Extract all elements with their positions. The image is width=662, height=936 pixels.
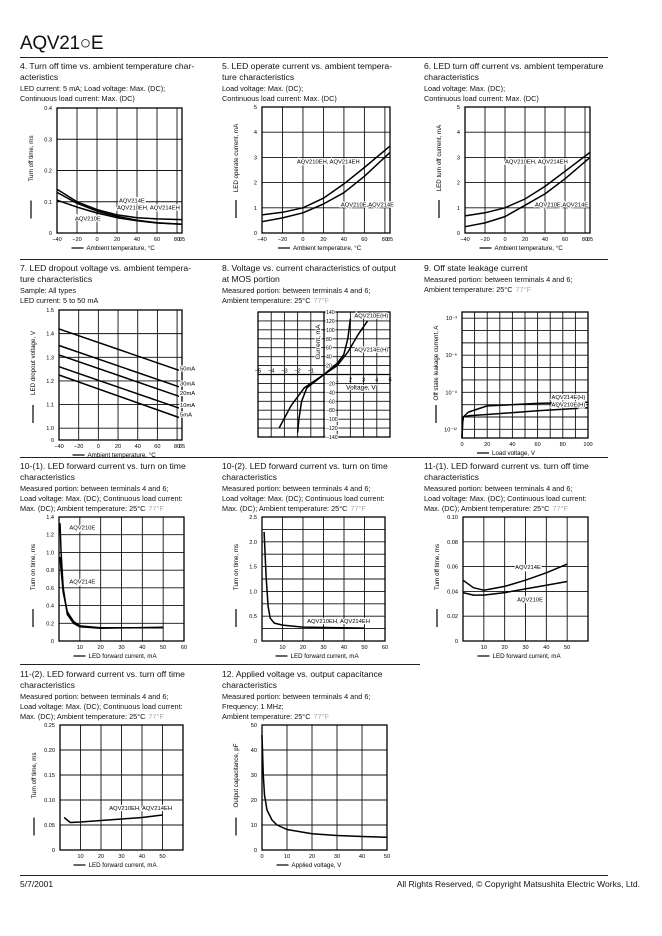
series-label: AQV214E [119, 198, 145, 205]
fahrenheit-note: 77°F [552, 504, 568, 514]
chart-10 [233, 723, 390, 869]
y-tick-label: 0.1 [44, 199, 52, 206]
y-tick-label: 0.3 [44, 137, 52, 144]
y-axis-title: LED turn off current, mA [436, 124, 443, 192]
chart-3 [30, 308, 195, 459]
x-tick-label: 50 [160, 645, 167, 651]
chart-title: characteristics [222, 472, 277, 482]
x-tick-label: 50 [564, 645, 571, 651]
x-tick-label: 20 [97, 645, 104, 651]
y-axis-title: Off state leakage current, A [433, 325, 440, 401]
x-tick-label: 50 [159, 854, 166, 860]
chart-title: 8. Voltage vs. current characteristics of output [222, 263, 396, 273]
x-tick-label: 80 [173, 237, 181, 243]
y-tick-label: 0.6 [46, 585, 54, 592]
x-tick-label: −3 [281, 368, 288, 375]
chart-4 [255, 310, 392, 441]
series-line-aqv214e [57, 189, 182, 219]
y-axis-title: LED dropout voltage, V [30, 331, 37, 395]
x-axis-title: Ambient temperature, °C [87, 452, 156, 459]
y-tick-label: 0.5 [249, 614, 257, 621]
series-label: AQV210E [517, 597, 543, 604]
y-tick-label: 0.10 [44, 798, 55, 804]
x-tick-label: −40 [54, 444, 64, 450]
series-label: AQV214E(H) [354, 347, 389, 354]
x-axis-title: LED forward current, mA [88, 653, 157, 660]
y-tick-label: 0.8 [46, 568, 54, 575]
series-label: AQV214E [69, 579, 96, 586]
chart-title: characteristics [20, 680, 75, 690]
y-tick-label: 1.4 [46, 515, 54, 521]
y-tick-label: 0 [456, 231, 460, 237]
x-tick-label: 85 [178, 444, 186, 450]
chart-title: 11-(2). LED forward current vs. turn off time [20, 669, 185, 679]
x-tick-label: 0 [460, 442, 464, 448]
x-tick-label: 20 [521, 237, 529, 243]
series-line-aqv210e-aqv214e [465, 157, 590, 226]
x-tick-label: 85 [178, 237, 186, 243]
y-tick-label: 0.2 [44, 168, 52, 175]
condition-text: Max. (DC); Ambient temperature: 25°C [20, 504, 146, 514]
x-tick-label: 40 [134, 444, 141, 450]
x-axis-title: LED forward current, mA [88, 862, 157, 869]
chart-title: 12. Applied voltage vs. output capacitance [222, 669, 383, 679]
x-tick-label: −20 [277, 237, 288, 243]
x-tick-label: 10 [77, 854, 84, 860]
series-label: AQV210E [75, 216, 101, 223]
x-tick-label: 20 [113, 237, 121, 243]
condition-text: Measured portion: between terminals 4 and 6; [222, 484, 371, 493]
chart-1 [233, 105, 394, 252]
y-tick-label: 0 [51, 848, 55, 854]
condition-text: Load voltage: Max. (DC); Continuous load current: [20, 702, 183, 712]
y-tick-label: 3 [253, 155, 257, 162]
y-axis-title: Turn off time, ms [434, 543, 441, 591]
fahrenheit-note: 77°F [313, 712, 329, 722]
chart-title: 6. LED turn off current vs. ambient temperature [424, 61, 604, 71]
y-tick-label: 3 [456, 155, 460, 162]
y-tick-label: 2 [456, 180, 460, 187]
x-tick-label: 40 [358, 854, 366, 860]
y-tick-label: −120 [326, 426, 338, 433]
series-label: 5mA [180, 412, 192, 419]
chart-title: acteristics [20, 72, 59, 82]
y-tick-label: 50 [250, 723, 257, 729]
series-label: AQV210EH, AQV214EH [296, 159, 360, 166]
x-tick-label: 10 [76, 645, 83, 651]
x-tick-label: 20 [320, 237, 327, 243]
series-line-aqv210e [60, 523, 163, 628]
condition-text: Ambient temperature: 25°C [222, 712, 311, 722]
y-tick-label: 0 [50, 639, 54, 645]
y-axis-title: Turn on time, ms [233, 543, 240, 591]
fahrenheit-note: 77°F [515, 285, 531, 295]
condition-text: Continuous load current: Max. (DC) [20, 94, 135, 104]
y-axis-title: Current, mA [315, 324, 322, 360]
chart-title: characteristics [20, 472, 75, 482]
y-tick-label: 1.3 [46, 355, 54, 362]
x-tick-label: 60 [153, 237, 161, 243]
y-tick-label: 60 [326, 345, 332, 352]
condition-text: Ambient temperature: 25°C [424, 285, 513, 295]
series-label: 10mA [180, 402, 196, 409]
condition-text: Load voltage: Max. (DC); Continuous load current: [222, 494, 385, 504]
series-label: AQV210E(H) [551, 402, 586, 409]
series-label: 30mA [180, 381, 196, 388]
x-tick-label: 30 [522, 645, 529, 651]
series-label: AQV210E(H) [354, 313, 389, 320]
y-tick-label: 0.4 [44, 106, 52, 112]
x-tick-label: 60 [381, 645, 389, 651]
x-tick-label: 20 [114, 444, 122, 450]
y-tick-label: 0.05 [44, 823, 55, 829]
x-axis-title: Ambient temperature, °C [86, 245, 155, 252]
chart-title: at MOS portion [222, 274, 280, 284]
x-tick-label: 40 [509, 442, 516, 448]
y-tick-label: 1.0 [249, 589, 257, 596]
y-tick-label: −100 [326, 417, 338, 424]
y-tick-label: 0 [48, 231, 52, 237]
condition-text: Continuous load current: Max. (DC) [222, 94, 337, 104]
y-tick-label: 1.5 [249, 564, 257, 571]
chart-2 [436, 105, 593, 252]
chart-title: characteristics [424, 72, 479, 82]
x-tick-label: 40 [139, 645, 146, 651]
y-tick-label: 40 [326, 354, 332, 361]
y-tick-label: 1.1 [46, 402, 54, 409]
x-tick-label: 40 [340, 645, 348, 651]
x-tick-label: 5 [388, 377, 392, 384]
series-label: AQV210EH, AQV214EH [117, 205, 180, 212]
x-tick-label: 60 [534, 442, 541, 448]
x-tick-label: 80 [173, 444, 181, 450]
series-label: AQV210E,AQV214E [535, 202, 589, 209]
x-tick-label: −5 [254, 368, 262, 375]
y-tick-label: 0 [253, 848, 257, 854]
x-tick-label: 0 [301, 237, 305, 243]
fahrenheit-note: 77°F [350, 504, 366, 514]
y-tick-label: 10⁻⁹ [445, 390, 457, 397]
x-tick-label: 10 [283, 854, 291, 860]
y-axis-title: LED operate current, mA [233, 123, 240, 193]
y-tick-label: 0.2 [46, 621, 54, 628]
x-tick-label: 20 [484, 442, 491, 448]
x-tick-label: 20 [501, 645, 508, 651]
y-axis-title: Turn off time, ms [28, 135, 35, 182]
x-tick-label: 40 [340, 237, 348, 243]
condition-text: Max. (DC); Ambient temperature: 25°C [424, 504, 550, 514]
condition-text: Load voltage: Max. (DC); Continuous load current: [20, 494, 183, 504]
series-label: AQV214E(H) [551, 395, 586, 402]
x-tick-label: 80 [381, 237, 388, 243]
document-title: AQV21○E [20, 33, 104, 54]
chart-8 [434, 515, 588, 660]
y-tick-label: 20 [326, 363, 332, 370]
series-label: 50mA [180, 366, 196, 373]
footer-copyright: All Rights Reserved, © Copyright Matsushita Electric Works, Ltd. [396, 879, 640, 889]
y-tick-label: 0.04 [447, 589, 458, 596]
x-tick-label: 50 [383, 854, 391, 860]
x-tick-label: 20 [97, 854, 105, 860]
y-tick-label: 1.0 [46, 550, 54, 557]
condition-text: Frequency: 1 MHz; [222, 702, 284, 712]
y-tick-label: 10 [250, 823, 257, 829]
y-tick-label: 10⁻¹² [444, 427, 457, 434]
plot-frame [59, 310, 182, 440]
x-tick-label: 0 [95, 237, 99, 243]
x-tick-label: −20 [72, 237, 82, 243]
series-label: AQV214E [515, 565, 541, 572]
x-tick-label: 80 [581, 237, 589, 243]
series-label: 20mA [180, 391, 196, 398]
y-tick-label: −20 [326, 381, 335, 388]
series-line-aqv214e [60, 557, 163, 628]
y-tick-label: 0 [50, 438, 54, 444]
y-tick-label: 0.08 [447, 539, 458, 546]
condition-text: Continuous load current: Max. (DC) [424, 94, 539, 104]
chart-6 [30, 515, 187, 660]
y-tick-label: 80 [326, 336, 332, 343]
condition-text: Measured portion: between terminals 4 and 6; [20, 484, 169, 493]
x-tick-label: 20 [308, 854, 316, 860]
x-tick-label: 40 [133, 237, 141, 243]
series-line-aqv210eh-aqv214eh [264, 532, 364, 628]
chart-title: characteristics [424, 472, 479, 482]
y-tick-label: 1.5 [46, 308, 54, 314]
x-axis-title: Voltage, V [346, 384, 376, 392]
y-tick-label: −60 [326, 399, 335, 406]
series-line-10ma [59, 367, 179, 408]
condition-text: Measured portion: between terminals 4 and 6; [20, 692, 169, 701]
condition-text: Ambient temperature: 25°C [222, 296, 311, 306]
y-tick-label: 0.4 [46, 603, 54, 610]
x-tick-label: 0 [96, 444, 100, 450]
x-tick-label: 100 [583, 442, 593, 448]
x-tick-label: 40 [541, 237, 549, 243]
x-tick-label: 30 [320, 645, 327, 651]
series-label: AQV210EH, AQV214EH [307, 619, 370, 626]
chart-title: 5. LED operate current vs. ambient tempera- [222, 61, 393, 71]
y-tick-label: 0.06 [447, 564, 458, 571]
chart-5 [433, 312, 593, 457]
x-tick-label: 2 [348, 377, 352, 384]
x-axis-title: LED forward current, mA [492, 653, 561, 660]
condition-text: Load voltage: Max. (DC); [222, 84, 304, 93]
x-tick-label: 85 [586, 237, 594, 243]
x-tick-label: 30 [333, 854, 341, 860]
plot-frame [465, 107, 590, 233]
x-tick-label: 30 [118, 854, 125, 860]
plot-frame [262, 725, 387, 850]
fahrenheit-note: 77°F [148, 712, 164, 722]
chart-0 [28, 106, 185, 252]
y-axis-title: Turn on time, ms [30, 543, 37, 591]
y-tick-label: −80 [326, 408, 335, 415]
y-tick-label: 1 [456, 205, 460, 212]
condition-text: Measured portion: between terminals 4 and 6; [222, 692, 371, 701]
y-tick-label: 120 [326, 318, 335, 325]
y-tick-label: 2 [253, 180, 257, 187]
y-tick-label: −40 [326, 390, 335, 397]
y-tick-label: 30 [250, 773, 257, 779]
y-tick-label: 5 [253, 105, 257, 111]
series-label: AQV210EH, AQV214EH [505, 159, 568, 166]
condition-text: Sample: All types [20, 286, 76, 295]
y-tick-label: 140 [326, 310, 335, 316]
x-tick-label: 4 [375, 377, 379, 384]
x-tick-label: −1 [307, 368, 314, 375]
y-tick-label: 4 [253, 130, 257, 137]
chart-title: 10-(1). LED forward current vs. turn on time [20, 461, 186, 471]
y-tick-label: 0.25 [44, 723, 55, 729]
x-tick-label: 40 [138, 854, 146, 860]
condition-text: Load voltage: Max. (DC); Continuous load current: [424, 494, 587, 504]
y-tick-label: 1 [253, 205, 257, 212]
y-tick-label: 2.0 [249, 539, 257, 546]
y-tick-label: 0.15 [44, 773, 55, 779]
y-tick-label: 0.02 [447, 614, 458, 621]
x-tick-label: −4 [268, 368, 275, 375]
y-tick-label: 5 [456, 105, 460, 111]
condition-text: Max. (DC); Ambient temperature: 25°C [222, 504, 348, 514]
y-tick-label: 4 [456, 130, 460, 137]
x-tick-label: −2 [294, 368, 301, 375]
x-tick-label: 20 [299, 645, 307, 651]
x-tick-label: −40 [52, 237, 62, 243]
x-tick-label: 60 [361, 237, 368, 243]
y-tick-label: −140 [326, 435, 338, 441]
y-tick-label: 10⁻³ [445, 316, 457, 323]
fahrenheit-note: 77°F [313, 296, 329, 306]
x-tick-label: −40 [460, 237, 470, 243]
series-label: AQV210EH, AQV214EH [109, 806, 173, 812]
footer-date: 5/7/2001 [20, 879, 54, 889]
x-tick-label: −20 [480, 237, 490, 243]
condition-text: Measured portion: between terminals 4 and 6; [424, 484, 573, 493]
x-tick-label: 3 [362, 377, 366, 384]
x-tick-label: 85 [386, 237, 394, 243]
x-tick-label: 50 [361, 645, 368, 651]
series-label: AQV210E [69, 525, 96, 532]
y-tick-label: 1.0 [46, 426, 54, 433]
chart-title: characteristics [222, 680, 277, 690]
chart-title: 10-(2). LED forward current vs. turn on time [222, 461, 388, 471]
chart-title: 11-(1). LED forward current vs. turn off time [424, 461, 589, 471]
y-tick-label: 20 [250, 798, 257, 804]
condition-text: LED current: 5 mA; Load voltage: Max. (DC); [20, 84, 166, 93]
x-tick-label: 60 [154, 444, 161, 450]
y-tick-label: 0 [454, 639, 458, 645]
x-tick-label: 60 [561, 237, 569, 243]
condition-text: Measured portion: between terminals 4 and 6; [424, 275, 573, 284]
x-tick-label: 10 [279, 645, 286, 651]
x-tick-label: 1 [335, 377, 339, 384]
x-tick-label: 30 [118, 645, 125, 651]
x-axis-title: LED forward current, mA [290, 653, 359, 660]
y-tick-label: 1.2 [46, 532, 54, 539]
y-tick-label: 100 [326, 327, 335, 334]
y-tick-label: 1.4 [46, 331, 54, 338]
condition-text: LED current: 5 to 50 mA [20, 296, 99, 306]
chart-title: 4. Turn off time vs. ambient temperature char- [20, 61, 195, 71]
x-tick-label: 40 [543, 645, 550, 651]
x-axis-title: Load voltage, V [492, 450, 536, 457]
y-tick-label: 0 [253, 639, 257, 645]
y-tick-label: 2.5 [249, 515, 257, 521]
x-axis-title: Ambient temperature, °C [494, 245, 563, 252]
x-tick-label: 0 [503, 237, 507, 243]
condition-text: Load voltage: Max. (DC); [424, 84, 506, 93]
chart-9 [31, 723, 183, 869]
series-line-50ma [59, 329, 179, 370]
y-tick-label: 10⁻⁶ [445, 353, 457, 360]
y-axis-title: Output capacitance, pF [233, 743, 240, 808]
x-tick-label: 0 [260, 854, 264, 860]
x-axis-title: Ambient temperature, °C [293, 245, 362, 252]
y-tick-label: 0 [253, 231, 257, 237]
chart-title: ture characteristics [222, 72, 295, 82]
chart-title: 7. LED dropout voltage vs. ambient tempera- [20, 263, 192, 273]
x-tick-label: −40 [257, 237, 267, 243]
series-line-20ma [59, 355, 179, 396]
x-tick-label: 10 [480, 645, 487, 651]
fahrenheit-note: 77°F [148, 504, 164, 514]
chart-7 [233, 515, 388, 660]
y-tick-label: 0.20 [44, 748, 55, 754]
series-line-aqv210eh-aqv214eh [64, 815, 162, 823]
x-axis-title: Applied voltage, V [291, 862, 342, 869]
condition-text: Measured portion: between terminals 4 and 6; [222, 286, 371, 295]
x-tick-label: 60 [180, 645, 188, 651]
condition-text: Max. (DC); Ambient temperature: 25°C [20, 712, 146, 722]
x-tick-label: −20 [73, 444, 84, 450]
y-tick-label: 40 [250, 748, 257, 754]
y-tick-label: 0.10 [447, 515, 458, 521]
chart-title: 9. Off state leakage current [424, 263, 528, 273]
chart-title: ture characteristics [20, 274, 93, 284]
series-label: AQV210E,AQV214E [340, 202, 395, 209]
y-axis-title: Turn off time, ms [31, 752, 38, 799]
x-tick-label: 80 [559, 442, 566, 448]
y-tick-label: 1.2 [46, 378, 54, 385]
